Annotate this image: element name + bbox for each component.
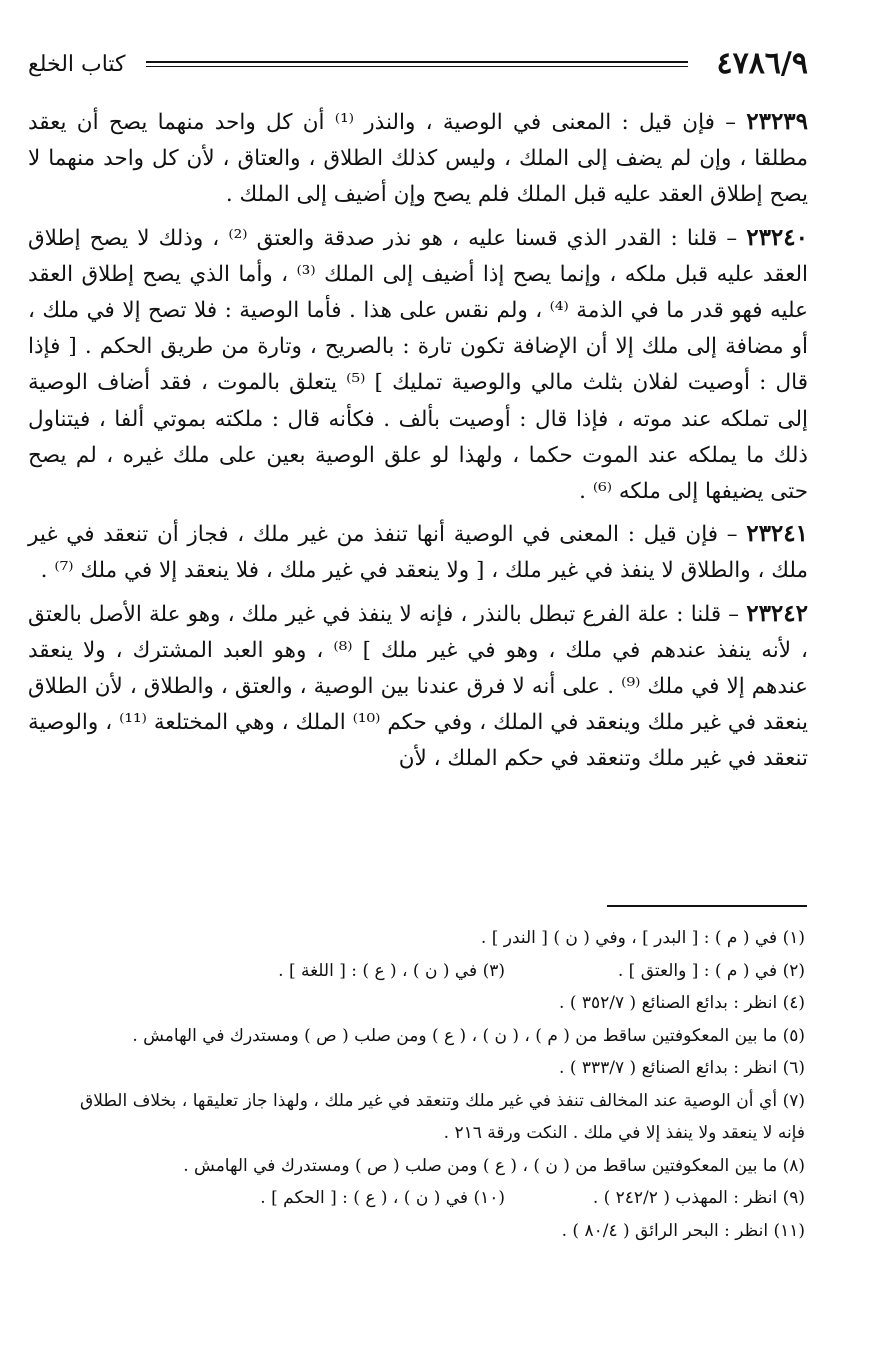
footnote: (١١) انظر : البحر الرائق ( ٨٠/٤ ) . xyxy=(561,1220,805,1241)
page-header xyxy=(28,46,808,86)
paragraph-number: ٢٣٢٤١ xyxy=(746,520,808,548)
paragraph-text: – قلنا : القدر الذي قسنا عليه ، هو نذر صدقة والعتق ⁽²⁾ ، وذلك لا يصح إطلاق العقد عليه قبل ملكه ، وإنما يصح إذا أضيف إلى الملك ⁽³⁾ ، وأما الذي يصح إطلاق العقد عليه فهو قدر ما في الذمة ⁽⁴⁾ ، ولم نقس على هذا . فأما الوصية : فلا تصح إلا في ملك ، أو مضافة إلى ملك إلا أن الإضافة تكون تارة : بالصريح ، وتارة من طريق الحكم . [ فإذا قال : أوصيت لفلان بثلث مالي والوصية تمليك ] ⁽⁵⁾ يتعلق بالموت ، فقد أضاف الوصية إلى تملكه عند موته ، فإذا قال : أوصيت بألف . فكأنه قال : ملكته بموتي ألفا ، فيتناول ذلك ما يملكه عند الموت حكما ، ولهذا لو علق الوصية بعين على ملك غيره ، لم يصح حتى يضيفها إلى ملكه ⁽⁶⁾ . xyxy=(28,225,808,505)
footnote: (٦) انظر : بدائع الصنائع ( ٣٣٣/٧ ) . xyxy=(559,1058,805,1078)
footnote: (١٠) في ( ن ) ، ( ع ) : [ الحكم ] . xyxy=(260,1188,505,1208)
main-text xyxy=(28,104,808,784)
footnote: (٣) في ( ن ) ، ( ع ) : [ اللغة ] . xyxy=(278,960,505,981)
paragraph-text: – قلنا : علة الفرع تبطل بالنذر ، فإنه لا ينفذ في غير ملك ، وهو علة الأصل بالعتق ، لأنه ينفذ عندهم في ملك ، وهو في غير ملك ] ⁽⁸⁾ ، وهو العبد المشترك ، ولا ينعقد عندهم إلا في ملك ⁽⁹⁾ . على أنه لا فرق عندنا بين الوصية ، والعتق ، والطلاق ، لأن الطلاق ينعقد في غير ملك وينعقد في الملك ، وفي حكم ⁽¹⁰⁾ الملك ، وهي المختلعة ⁽¹¹⁾ ، والوصية تنعقد في غير ملك وتنعقد في حكم الملك ، لأن xyxy=(28,601,808,772)
paragraph xyxy=(28,220,808,511)
footnote-pair xyxy=(80,1182,805,1215)
book-title: كتاب الخلع xyxy=(28,52,126,77)
paragraph-text: – فإن قيل : المعنى في الوصية ، والنذر ⁽¹⁾ أن كل واحد منهما يصح أن يعقد مطلقا ، وإن لم يضف إلى الملك ، وليس كذلك الطلاق ، والعتاق ، لأن كل واحد منهما لا يصح إطلاق العقد عليه قبل الملك فلم يصح وإن أضيف إلى الملك . xyxy=(28,110,808,208)
footnote: (٨) ما بين المعكوفتين ساقط من ( ن ) ، ( ع ) ومن صلب ( ص ) ومستدرك في الهامش . xyxy=(183,1155,805,1176)
paragraph xyxy=(28,104,808,214)
footnote: (٢) في ( م ) : [ والعتق ] . xyxy=(617,960,805,981)
footnote: (٩) انظر : المهذب ( ٢٤٢/٢ ) . xyxy=(592,1188,805,1208)
footnote-separator xyxy=(607,905,807,907)
footnote: (١) في ( م ) : [ البدر ] ، وفي ( ن ) [ الندر ] . xyxy=(480,928,805,948)
paragraph xyxy=(28,516,808,589)
footnote: (٤) انظر : بدائع الصنائع ( ٣٥٢/٧ ) . xyxy=(559,993,805,1013)
footnote: (٧) أي أن الوصية عند المخالف تنفذ في غير ملك وتنعقد في غير ملك ، ولهذا جاز تعليقها ، بخلاف الطلاق فإنه لا ينعقد ولا ينفذ إلا في ملك . النكت ورقة ٢١٦ . xyxy=(80,1090,805,1143)
paragraph-number: ٢٣٢٤٢ xyxy=(746,599,808,627)
paragraph-text: – فإن قيل : المعنى في الوصية أنها تنفذ من غير ملك ، فجاز أن تنعقد في غير ملك ، والطلاق لا ينفذ في غير ملك ، [ ولا ينعقد في غير ملك ، فلا ينعقد إلا في ملك ⁽⁷⁾ . xyxy=(28,522,808,584)
header-rule xyxy=(146,61,688,67)
footnote-pair xyxy=(80,955,805,988)
paragraph-number: ٢٣٢٤٠ xyxy=(746,223,808,251)
paragraph-number: ٢٣٢٣٩ xyxy=(746,108,809,135)
page-number: ٤٧٨٦/٩ xyxy=(716,46,808,81)
footnotes xyxy=(80,922,805,1247)
footnote: (٥) ما بين المعكوفتين ساقط من ( م ) ، ( ن ) ، ( ع ) ومن صلب ( ص ) ومستدرك في الهامش . xyxy=(132,1025,805,1046)
paragraph xyxy=(28,596,808,778)
